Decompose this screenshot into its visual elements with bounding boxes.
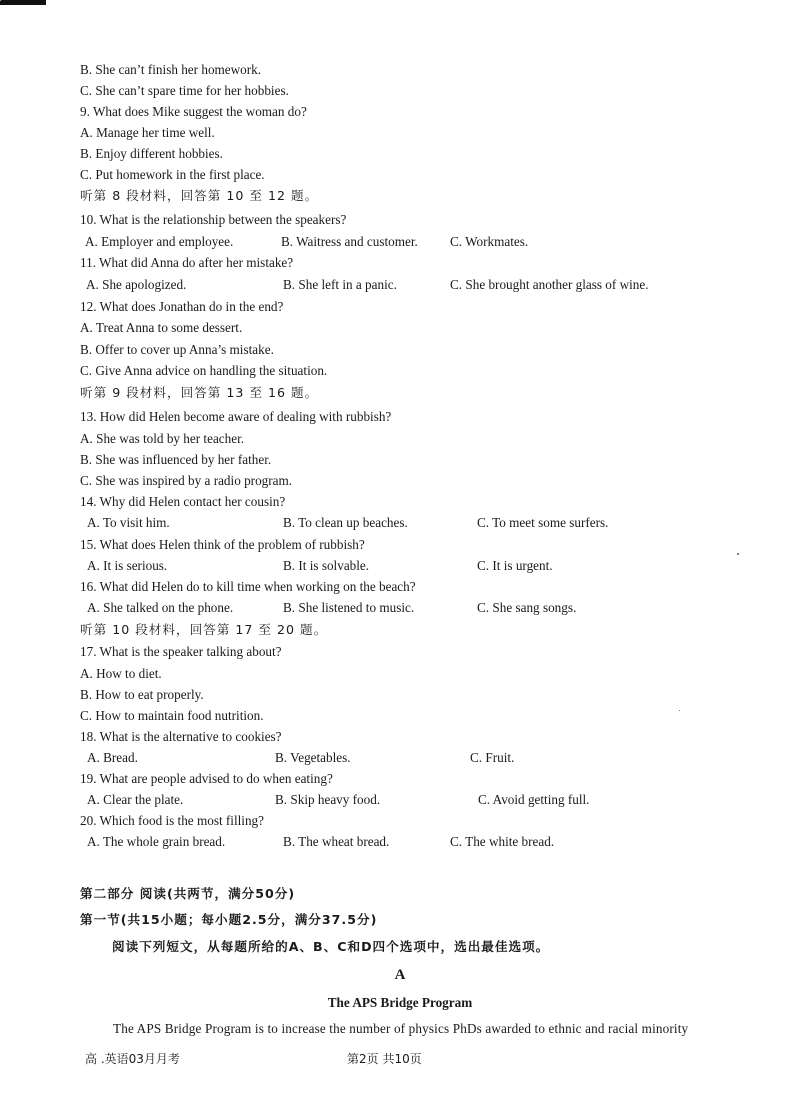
- scan-speck: [679, 710, 680, 711]
- q15-stem: 15. What does Helen think of the problem of rubbish?: [80, 537, 365, 552]
- q14-option-a: A. To visit him.: [87, 515, 170, 530]
- q11-option-c: C. She brought another glass of wine.: [450, 277, 649, 292]
- q18-stem: 18. What is the alternative to cookies?: [80, 729, 282, 744]
- q14-option-b: B. To clean up beaches.: [283, 515, 408, 530]
- q10-stem: 10. What is the relationship between the speakers?: [80, 212, 347, 227]
- q8-option-c: C. She can’t spare time for her hobbies.: [80, 83, 289, 98]
- q18-option-a: A. Bread.: [87, 750, 138, 765]
- q16-option-c: C. She sang songs.: [477, 600, 577, 615]
- q14-option-c: C. To meet some surfers.: [477, 515, 609, 530]
- q17-option-b: B. How to eat properly.: [80, 687, 204, 702]
- q9-option-c: C. Put homework in the first place.: [80, 167, 265, 182]
- section-instruction-9: 听第 9 段材料，回答第 13 至 16 题。: [80, 385, 319, 400]
- q17-option-a: A. How to diet.: [80, 666, 162, 681]
- q12-stem: 12. What does Jonathan do in the end?: [80, 299, 284, 314]
- q12-option-b: B. Offer to cover up Anna’s mistake.: [80, 342, 274, 357]
- q10-option-b: B. Waitress and customer.: [281, 234, 418, 249]
- q16-option-a: A. She talked on the phone.: [87, 600, 234, 615]
- passage-first-line: The APS Bridge Program is to increase the number of physics PhDs awarded to ethnic and racial minority: [113, 1021, 689, 1036]
- q20-option-a: A. The whole grain bread.: [87, 834, 226, 849]
- q11-option-a: A. She apologized.: [86, 277, 187, 292]
- q19-option-c: C. Avoid getting full.: [478, 792, 590, 807]
- q12-option-c: C. Give Anna advice on handling the situation.: [80, 363, 328, 378]
- q14-stem: 14. Why did Helen contact her cousin?: [80, 494, 286, 509]
- q9-option-a: A. Manage her time well.: [80, 125, 215, 140]
- q9-stem: 9. What does Mike suggest the woman do?: [80, 104, 307, 119]
- passage-title: The APS Bridge Program: [327, 995, 473, 1010]
- q10-option-a: A. Employer and employee.: [85, 234, 234, 249]
- q17-option-c: C. How to maintain food nutrition.: [80, 708, 264, 723]
- q17-stem: 17. What is the speaker talking about?: [80, 644, 282, 659]
- q13-option-b: B. She was influenced by her father.: [80, 452, 272, 467]
- q15-option-a: A. It is serious.: [87, 558, 168, 573]
- q20-option-c: C. The white bread.: [450, 834, 555, 849]
- q18-option-b: B. Vegetables.: [275, 750, 351, 765]
- q13-stem: 13. How did Helen become aware of dealing with rubbish?: [80, 409, 392, 424]
- footer-exam-name: 高 .英语03月月考: [85, 1052, 180, 1066]
- q15-option-c: C. It is urgent.: [477, 558, 553, 573]
- q12-option-a: A. Treat Anna to some dessert.: [80, 320, 243, 335]
- q8-option-b: B. She can’t finish her homework.: [80, 62, 262, 77]
- q16-option-b: B. She listened to music.: [283, 600, 415, 615]
- q11-stem: 11. What did Anna do after her mistake?: [80, 255, 294, 270]
- q13-option-c: C. She was inspired by a radio program.: [80, 473, 293, 488]
- q15-option-b: B. It is solvable.: [283, 558, 370, 573]
- q19-option-a: A. Clear the plate.: [87, 792, 184, 807]
- q20-option-b: B. The wheat bread.: [283, 834, 390, 849]
- part2-section1-heading: 第一节(共15小题；每小题2.5分，满分37.5分): [80, 912, 378, 927]
- q18-option-c: C. Fruit.: [470, 750, 515, 765]
- q9-option-b: B. Enjoy different hobbies.: [80, 146, 223, 161]
- part2-instruction: 阅读下列短文，从每题所给的A、B、C和D四个选项中，选出最佳选项。: [112, 939, 550, 954]
- q11-option-b: B. She left in a panic.: [283, 277, 397, 292]
- q10-option-c: C. Workmates.: [450, 234, 529, 249]
- q19-stem: 19. What are people advised to do when eating?: [80, 771, 333, 786]
- q13-option-a: A. She was told by her teacher.: [80, 431, 245, 446]
- section-instruction-10: 听第 10 段材料，回答第 17 至 20 题。: [80, 622, 328, 637]
- q16-stem: 16. What did Helen do to kill time when working on the beach?: [80, 579, 416, 594]
- part2-heading: 第二部分 阅读(共两节，满分50分): [80, 886, 296, 901]
- passage-letter: A: [394, 967, 406, 983]
- q19-option-b: B. Skip heavy food.: [275, 792, 381, 807]
- footer-page-number: 第2页 共10页: [347, 1052, 422, 1066]
- section-instruction-8: 听第 8 段材料，回答第 10 至 12 题。: [80, 188, 319, 203]
- q20-stem: 20. Which food is the most filling?: [80, 813, 264, 828]
- scan-speck: [737, 553, 739, 555]
